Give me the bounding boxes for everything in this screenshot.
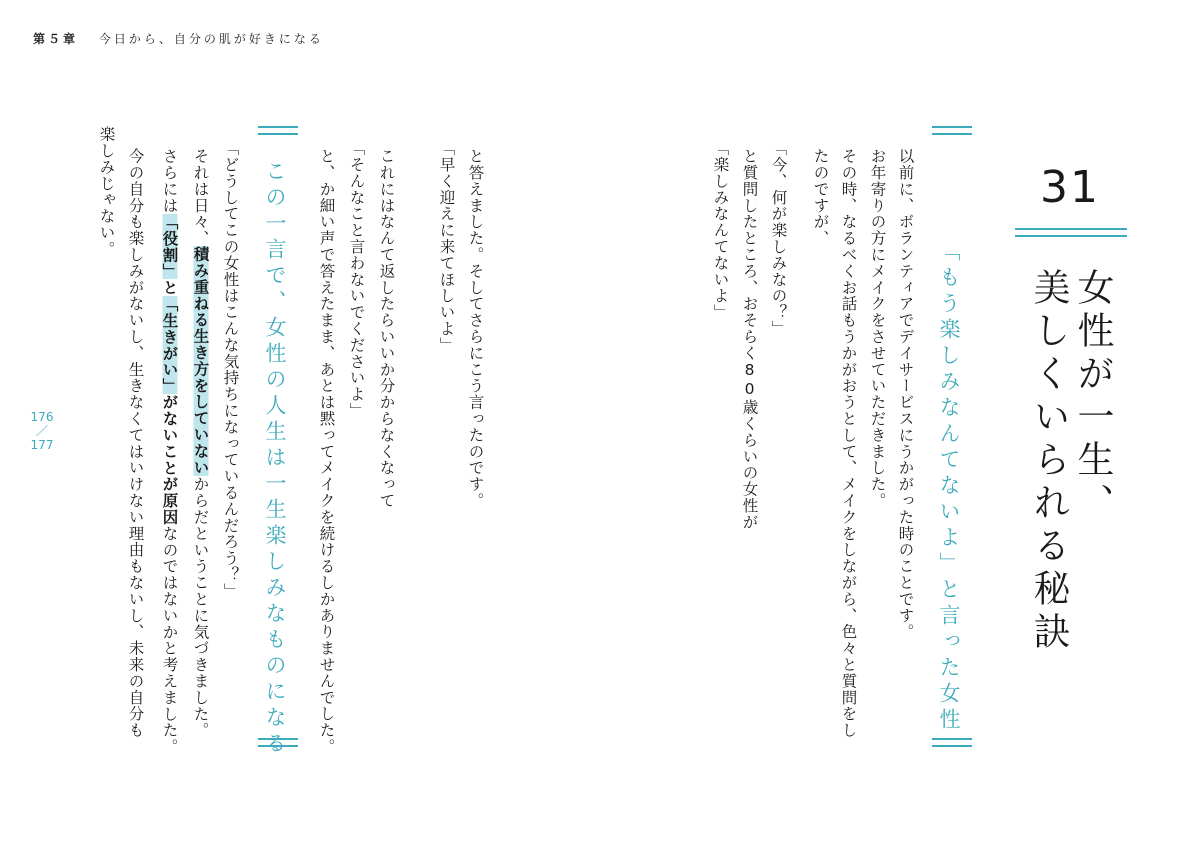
text-fragment: それは日々、 xyxy=(191,148,210,247)
body-line: と質問したところ、おそらく80歳くらいの女性が xyxy=(740,148,759,531)
quote1-top-rule xyxy=(932,126,972,135)
body-line: 今の自分も楽しみがないし、生きなくてはいけない理由もないし、未来の自分も xyxy=(126,148,145,739)
body-line: お年寄りの方にメイクをさせていただきました。 xyxy=(868,148,887,509)
body-line-highlighted xyxy=(192,148,208,738)
body-line: 以前に、ボランティアでデイサービスにうかがった時のことです。 xyxy=(896,148,915,640)
quote2-heading: この一言で、女性の人生は一生楽しみなものになる xyxy=(263,160,287,758)
dialogue-line: 「楽しみなんてないよ」 xyxy=(711,140,730,321)
chapter-title: 今日から、自分の肌が好きになる xyxy=(98,32,324,46)
page-numbers xyxy=(22,410,62,452)
body-line-highlighted xyxy=(161,148,177,755)
emphasized-cause: がないことが原因 xyxy=(160,394,179,526)
quote2-bottom-rule xyxy=(258,738,298,747)
body-line: その時、なるべくお話もうかがおうとして、メイクをしながら、色々と質問をし xyxy=(839,148,858,739)
body-line: と、か細い声で答えたまま、あとは黙ってメイクを続けるしかありませんでした。 xyxy=(317,148,336,755)
quote2-top-rule xyxy=(258,126,298,135)
highlighted-phrase: 積み重ねる生き方をしていない xyxy=(191,246,210,477)
dialogue-line: 「そんなこと言わないでくださいよ」 xyxy=(347,140,366,419)
text-fragment: と xyxy=(160,279,179,296)
quote1-bottom-rule xyxy=(932,738,972,747)
section-number: 31 xyxy=(1040,162,1100,213)
page-number-right: 177 xyxy=(30,438,54,452)
chapter-label: 第５章 xyxy=(33,32,79,46)
section-title-line2: 美しくいられる秘訣 xyxy=(1027,268,1070,655)
quote1-heading: 「もう楽しみなんてないよ」と言った女性 xyxy=(937,240,961,734)
dialogue-line: 「どうしてこの女性はこんな気持ちになっているんだろう？」 xyxy=(221,140,240,600)
running-header xyxy=(33,30,324,47)
page-number-separator: ／ xyxy=(35,424,48,438)
text-fragment: さらには xyxy=(160,148,179,214)
dialogue-line: 「早く迎えに来てほしいよ」 xyxy=(437,140,456,354)
highlighted-ikigai: 「生きがい」 xyxy=(160,295,179,395)
body-line: これにはなんて返したらいいか分からなくなって xyxy=(377,148,396,509)
dialogue-line: 「今、何が楽しみなの？」 xyxy=(769,140,788,337)
text-fragment: なのではないかと考えました。 xyxy=(160,525,179,755)
section-title-line1: 女性が一生、 xyxy=(1071,268,1114,526)
body-line: 楽しみじゃない。 xyxy=(97,126,116,258)
body-line: たのですが、 xyxy=(811,148,830,247)
body-line: と答えました。そしてさらにこう言ったのです。 xyxy=(466,148,485,509)
highlighted-role: 「役割」 xyxy=(160,213,179,280)
page-number-left: 176 xyxy=(30,410,54,424)
text-fragment: からだということに気づきました。 xyxy=(191,476,210,739)
title-divider xyxy=(1015,228,1127,237)
